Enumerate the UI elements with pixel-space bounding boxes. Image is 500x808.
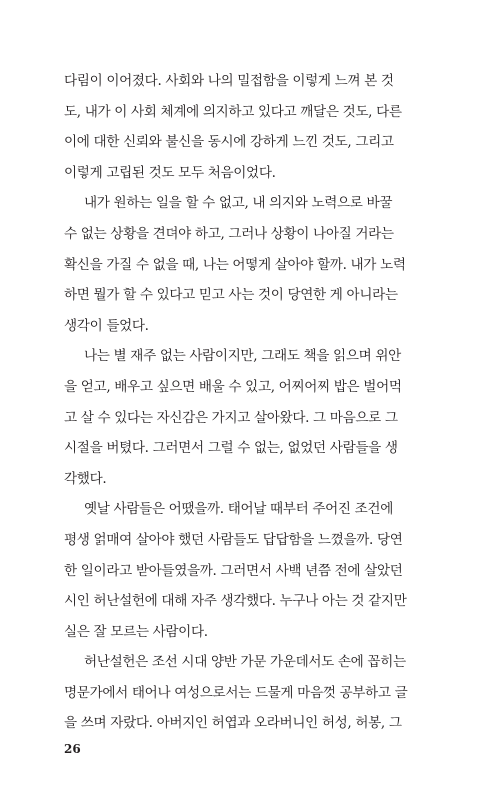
text-line: 허난설헌은 조선 시대 양반 가문 가운데서도 손에 꼽히는: [84, 654, 406, 671]
text-line: 이렇게 고립된 것도 모두 처음이었다.: [64, 164, 276, 181]
text-line: 시인 허난설헌에 대해 자주 생각했다. 누구나 아는 것 같지만: [64, 593, 407, 610]
paragraph: [64, 188, 436, 341]
text-line: 내가 원하는 일을 할 수 없고, 내 의지와 노력으로 바꿀: [84, 195, 393, 212]
text-line: 생각이 들었다.: [64, 317, 149, 334]
paragraph: [64, 341, 436, 494]
text-line: 옛날 사람들은 어땠을까. 태어날 때부터 주어진 조건에: [84, 501, 393, 518]
text-line: 고 살 수 있다는 자신감은 가지고 살아왔다. 그 마음으로 그: [64, 409, 398, 426]
text-line: 다림이 이어졌다. 사회와 나의 밀접함을 이렇게 느껴 본 것: [64, 73, 394, 89]
body-text: [64, 66, 436, 739]
text-line: 도, 내가 이 사회 체계에 의지하고 있다고 깨달은 것도, 다른: [64, 103, 402, 120]
text-line: 하면 뭘가 할 수 있다고 믿고 사는 것이 당연한 게 아니라는: [64, 287, 398, 304]
text-line: 을 쓰며 자랐다. 아버지인 허엽과 오라버니인 허성, 허봉, 그: [64, 715, 402, 732]
text-line: 평생 얽매여 살아야 했던 사람들도 답답함을 느꼈을까. 당연: [64, 531, 403, 548]
page-number: 26: [64, 742, 81, 756]
text-line: 실은 잘 모르는 사람이다.: [64, 623, 208, 640]
paragraph: [64, 494, 436, 647]
text-line: 한 일이라고 받아들였을까. 그러면서 사백 년쯤 전에 살았던: [64, 562, 403, 579]
text-line: 명문가에서 태어나 여성으로서는 드물게 마음껏 공부하고 글: [64, 684, 408, 701]
paragraph: [64, 66, 436, 188]
text-line: 수 없는 상황을 견뎌야 하고, 그러나 상황이 나아질 거라는: [64, 225, 394, 242]
text-line: 이에 대한 신뢰와 불신을 동시에 강하게 느낀 것도, 그리고: [64, 134, 394, 151]
text-line: 을 얻고, 배우고 싶으면 배울 수 있고, 어찌어찌 밥은 벌어먹: [64, 378, 402, 395]
text-line: 시절을 버텼다. 그러면서 그럴 수 없는, 없었던 사람들을 생: [64, 440, 398, 457]
text-line: 나는 별 재주 없는 사람이지만, 그래도 책을 읽으며 위안: [84, 348, 401, 365]
text-line: 확신을 가질 수 없을 때, 나는 어떻게 살아야 할까. 내가 노력: [64, 256, 406, 273]
text-line: 각했다.: [64, 470, 107, 487]
paragraph: [64, 647, 436, 739]
